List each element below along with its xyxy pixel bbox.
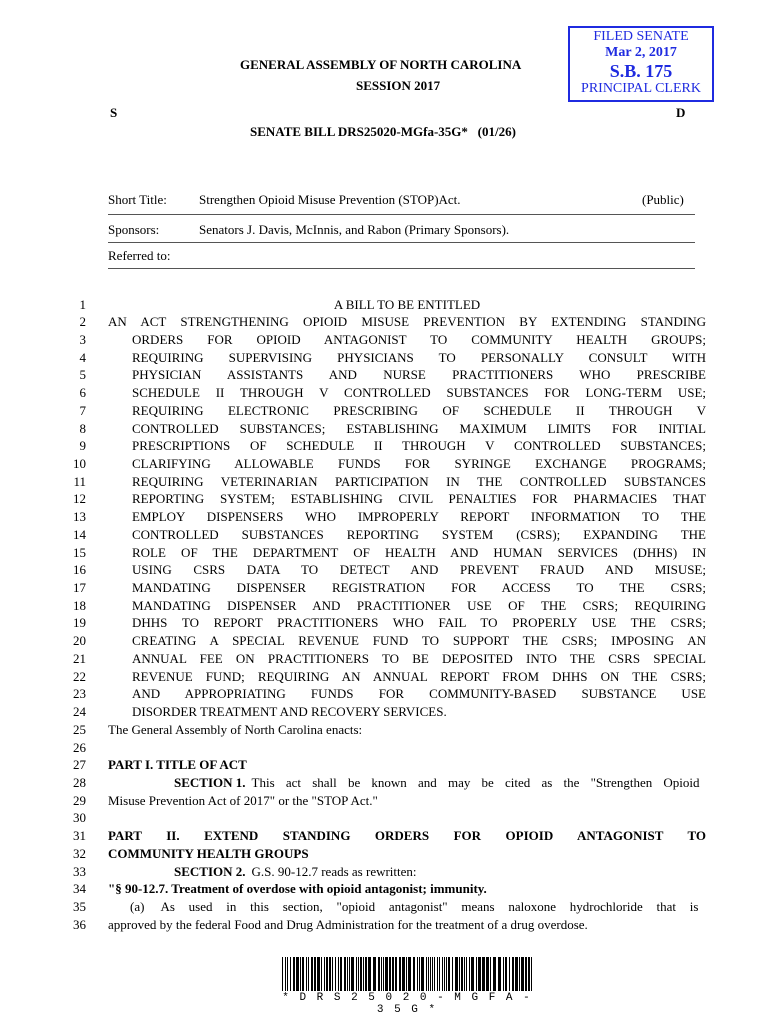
barcode-bar [432,957,433,991]
barcode-bar [332,957,333,991]
barcode-bar [426,957,427,991]
bill-line: CREATING A SPECIAL REVENUE FUND TO SUPPORT THE CSRS; IMPOSING AN [132,633,706,649]
barcode-label: * D R S 2 5 0 2 0 - M G F A - 3 5 G * [282,992,532,1016]
divider [108,268,695,269]
barcode-bar [329,957,331,991]
barcode-bar [471,957,474,991]
bill-line: REQUIRING VETERINARIAN PARTICIPATION IN THE CONTROLLED SUBSTANCES [132,473,706,489]
line-number: 29 [73,792,86,808]
line-number: 17 [73,580,86,596]
barcode-bar [466,957,467,991]
barcode-bar [340,957,342,991]
line-number: 21 [73,650,86,666]
barcode-bar [389,957,391,991]
barcode-bar [476,957,477,991]
barcode-bar [459,957,460,991]
barcode-bar [335,957,336,991]
bill-line: EMPLOY DISPENSERS WHO IMPROPERLY REPORT INFORMATION TO THE [132,509,706,525]
bill-line: SCHEDULE II THROUGH V CONTROLLED SUBSTANCES FOR LONG-TERM USE; [132,385,706,401]
barcode-bar [482,957,485,991]
bill-line [174,774,706,792]
line-number: 36 [73,916,86,932]
section-text: G.S. 90-12.7 reads as rewritten: [251,863,417,879]
line-number: 5 [79,367,86,383]
bill-line: Misuse Prevention Act of 2017" or the "STOP Act." [108,792,378,808]
public-label: (Public) [642,192,684,207]
bill-title: SENATE BILL DRS25020-MGfa-35G* (01/26) [250,124,516,139]
barcode-bar [302,957,304,991]
bill-line: "§ 90-12.7. Treatment of overdose with opioid antagonist; immunity. [108,881,487,897]
chamber-letter-left: S [110,105,118,120]
line-number: 35 [73,898,86,914]
barcode-image [282,957,532,991]
line-number: 25 [73,721,86,737]
barcode-bar [344,957,346,991]
barcode-bar [360,957,362,991]
session-title: SESSION 2017 [356,78,441,93]
barcode-bar [446,957,447,991]
barcode-bar [428,957,429,991]
bill-line: approved by the federal Food and Drug Administration for the treatment of a drug overdose. [108,916,588,932]
paragraph-text: As used in this section, "opioid antagonist" means naloxone hydrochloride that is [160,898,699,914]
barcode-bar [461,957,463,991]
bill-line: ROLE OF THE DEPARTMENT OF HEALTH AND HUMAN SERVICES (DHHS) IN [132,544,706,560]
barcode-bar [521,957,524,991]
barcode-bar [434,957,435,991]
barcode-bar [378,957,380,991]
line-number: 24 [73,704,86,720]
paragraph-label: (a) [130,898,145,914]
bill-line [130,898,698,916]
stamp-date: Mar 2, 2017 [605,45,677,60]
barcode-bar [395,957,397,991]
stamp-bill-number: S.B. 175 [609,61,673,81]
assembly-title: GENERAL ASSEMBLY OF NORTH CAROLINA [240,57,522,72]
barcode-bar [324,957,325,991]
barcode-bar [509,957,510,991]
bill-line: DISORDER TREATMENT AND RECOVERY SERVICES. [132,704,447,720]
barcode-bar [306,957,307,991]
filed-stamp [568,26,714,102]
barcode-bar [421,957,424,991]
divider [108,214,695,215]
bill-line: The General Assembly of North Carolina enacts: [108,721,363,737]
barcode-bar [402,957,405,991]
barcode-bar [444,957,445,991]
line-number: 19 [73,615,86,631]
line-number: 8 [79,420,86,436]
short-title-label: Short Title: [108,192,167,207]
line-number: 22 [73,668,86,684]
barcode-bar [430,957,431,991]
barcode-bar [503,957,504,991]
chamber-letter-right: D [676,105,686,120]
stamp-line1: FILED SENATE [593,29,689,44]
barcode-bar [505,957,507,991]
bill-line: ANNUAL FEE ON PRACTITIONERS TO BE DEPOSITED INTO THE CSRS SPECIAL [132,650,706,666]
barcode-bar [528,957,530,991]
barcode-bar [368,957,371,991]
referred-label: Referred to: [108,248,171,263]
barcode-bar [317,957,320,991]
barcode-bar [385,957,388,991]
barcode-bar [417,957,418,991]
barcode-bar [351,957,354,991]
bill-line: CLARIFYING ALLOWABLE FUNDS FOR SYRINGE EXCHANGE PROGRAMS; [132,455,706,471]
bill-line: AN ACT STRENGTHENING OPIOID MISUSE PREVENTION BY EXTENDING STANDING [108,314,706,330]
line-number: 27 [73,757,86,773]
line-number: 33 [73,863,86,879]
bill-line: DHHS TO REPORT PRACTITIONERS WHO FAIL TO PROPERLY USE THE CSRS; [132,615,706,631]
barcode-bar [498,957,501,991]
barcode-bar [392,957,394,991]
line-number: 23 [73,686,86,702]
stamp-clerk: PRINCIPAL CLERK [581,81,701,96]
bill-line: PART II. EXTEND STANDING ORDERS FOR OPIOID ANTAGONIST TO [108,828,706,844]
barcode-bar [347,957,348,991]
line-number: 2 [79,314,86,330]
line-number: 28 [73,774,86,790]
bill-line: MANDATING DISPENSER REGISTRATION FOR ACCESS TO THE CSRS; [132,580,706,596]
bill-line: REQUIRING ELECTRONIC PRESCRIBING OF SCHEDULE II THROUGH V [132,402,706,418]
bill-line: REPORTING SYSTEM; ESTABLISHING CIVIL PENALTIES FOR PHARMACIES THAT [132,491,706,507]
barcode-bar [439,957,440,991]
barcode-bar [326,957,328,991]
barcode-bar [290,957,291,991]
barcode-bar [383,957,384,991]
barcode-bar [531,957,532,991]
barcode-bar [490,957,491,991]
barcode-bar [308,957,309,991]
bill-line: MANDATING DISPENSER AND PRACTITIONER USE OF THE CSRS; REQUIRING [132,597,706,613]
sponsors-label: Sponsors: [108,222,160,237]
barcode-bar [455,957,458,991]
barcode-bar [365,957,367,991]
line-number: 11 [73,473,86,489]
line-number: 14 [73,526,86,542]
bill-line: A BILL TO BE ENTITLED [333,296,481,312]
barcode-bar [373,957,376,991]
bill-line: USING CSRS DATA TO DETECT AND PREVENT FRAUD AND MISUSE; [132,562,706,578]
bill-line: PHYSICIAN ASSISTANTS AND NURSE PRACTITIONERS WHO PRESCRIBE [132,367,706,383]
line-number: 32 [73,845,86,861]
barcode-bar [311,957,313,991]
section-label: SECTION 2. [174,863,246,879]
barcode-bar [287,957,288,991]
line-number: 15 [73,544,86,560]
barcode-bar [452,957,453,991]
barcode-bar [285,957,286,991]
divider [108,242,695,243]
barcode-bar [442,957,443,991]
section-label: SECTION 1. [174,774,246,790]
bill-line: REQUIRING SUPERVISING PHYSICIANS TO PERSONALLY CONSULT WITH [132,349,706,365]
sponsors-value: Senators J. Davis, McInnis, and Rabon (Primary Sponsors). [199,222,510,237]
barcode-bar [525,957,527,991]
section-text: This act shall be known and may be cited as the "Strengthen Opioid [251,774,700,790]
line-number: 31 [73,828,86,844]
barcode-bar [399,957,401,991]
line-number: 1 [79,296,86,312]
line-number: 16 [73,562,86,578]
line-number: 26 [73,739,86,755]
barcode-bar [349,957,350,991]
line-number: 7 [79,402,86,418]
barcode-bar [464,957,465,991]
barcode-bar [406,957,407,991]
line-number: 10 [73,455,86,471]
barcode-bar [314,957,316,991]
barcode-bar [356,957,357,991]
line-number: 34 [73,881,86,897]
line-number: 6 [79,385,86,401]
bill-line: ORDERS FOR OPIOID ANTAGONIST TO COMMUNITY HEALTH GROUPS; [132,331,706,347]
barcode-bar [363,957,364,991]
line-number: 30 [73,810,86,826]
barcode-bar [478,957,481,991]
bill-line: REVENUE FUND; REQUIRING AN ANNUAL REPORT FROM DHHS ON THE CSRS; [132,668,706,684]
barcode-bar [381,957,382,991]
barcode-bar [519,957,520,991]
barcode-bar [413,957,415,991]
barcode-bar [296,957,299,991]
line-number: 4 [79,349,86,365]
barcode-bar [512,957,514,991]
barcode-bar [358,957,359,991]
line-number: 12 [73,491,86,507]
bill-line: COMMUNITY HEALTH GROUPS [108,845,309,861]
barcode-bar [486,957,489,991]
barcode-bar [293,957,295,991]
barcode-bar [338,957,339,991]
bill-line: PART I. TITLE OF ACT [108,757,247,773]
line-number: 20 [73,633,86,649]
short-title-value: Strengthen Opioid Misuse Prevention (STOP)Act. [199,192,461,207]
barcode-bar [419,957,420,991]
barcode-bar [300,957,301,991]
barcode-bar [408,957,411,991]
bill-line: CONTROLLED SUBSTANCES REPORTING SYSTEM (CSRS); EXPANDING THE [132,526,706,542]
bill-line [174,863,706,881]
barcode-bar [515,957,518,991]
barcode-bar [493,957,496,991]
barcode-bar [437,957,438,991]
bill-line: AND APPROPRIATING FUNDS FOR COMMUNITY-BASED SUBSTANCE USE [132,686,706,702]
barcode-bar [282,957,283,991]
line-number: 3 [79,331,86,347]
line-number: 13 [73,509,86,525]
bill-line: CONTROLLED SUBSTANCES; ESTABLISHING MAXIMUM LIMITS FOR INITIAL [132,420,706,436]
bill-line: PRESCRIPTIONS OF SCHEDULE II THROUGH V CONTROLLED SUBSTANCES; [132,438,706,454]
line-number: 9 [79,438,86,454]
barcode-bar [448,957,450,991]
barcode-bar [321,957,322,991]
line-number: 18 [73,597,86,613]
barcode-bar [469,957,470,991]
